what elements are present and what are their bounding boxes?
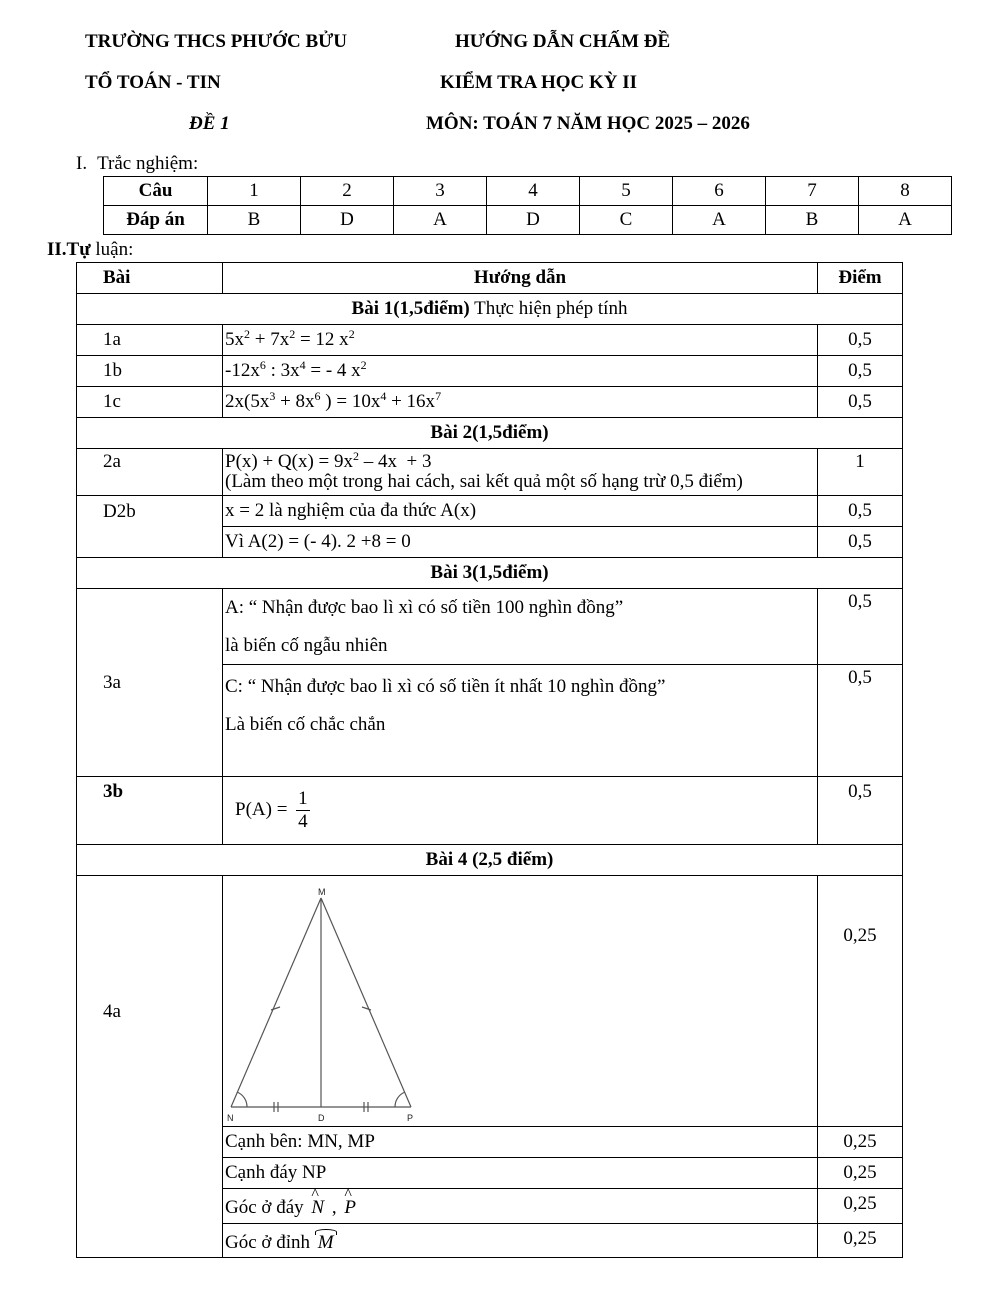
angle-n: ^ N bbox=[308, 1198, 327, 1218]
question-header: Câu bbox=[104, 177, 208, 206]
bai2-title: Bài 2(1,5điểm) bbox=[77, 418, 903, 449]
row-label: 2a bbox=[77, 449, 223, 496]
bai4-title: Bài 4 (2,5 điểm) bbox=[77, 845, 903, 876]
angle-arc-n bbox=[237, 1092, 247, 1107]
event-a: A: “ Nhận được bao lì xì có số tiền 100 nghìn đồng” bbox=[225, 597, 624, 618]
part2-title: luận: bbox=[90, 239, 134, 260]
points-cell: 0,5 bbox=[818, 356, 903, 387]
exam-code: ĐỀ 1 bbox=[189, 113, 230, 134]
row-label: D2b bbox=[77, 496, 223, 558]
part1-number: I. bbox=[76, 153, 88, 174]
solution-1b: $-12x^6$ : $3x^4$ = - 4 $x^2$ bbox=[223, 356, 818, 387]
question-number: 8 bbox=[859, 177, 952, 206]
col-guide-header: Hướng dẫn bbox=[223, 263, 818, 294]
event-a-type: là biến cố ngẫu nhiên bbox=[225, 635, 388, 656]
angle-separator: , bbox=[327, 1197, 342, 1218]
angle-p: ^ P bbox=[341, 1198, 359, 1218]
question-number: 2 bbox=[301, 177, 394, 206]
base-angles-prefix: Góc ở đáy bbox=[225, 1197, 309, 1218]
solution-2a-note: (Làm theo một trong hai cách, sai kết quả một số hạng trừ 0,5 điểm) bbox=[225, 471, 743, 492]
tick-mn bbox=[271, 1007, 280, 1010]
tick-mp bbox=[362, 1007, 371, 1010]
label-m: M bbox=[318, 887, 326, 897]
label-n: N bbox=[227, 1113, 234, 1123]
answer-header: Đáp án bbox=[104, 206, 208, 235]
grading-header-row bbox=[77, 263, 903, 294]
answer-cell: B bbox=[208, 206, 301, 235]
points-cell: 0,5 bbox=[818, 496, 903, 527]
base-angles-text bbox=[223, 1189, 818, 1224]
bai1-title-bold: Bài 1(1,5điểm) bbox=[351, 298, 470, 319]
question-number: 3 bbox=[394, 177, 487, 206]
side-mn bbox=[231, 898, 321, 1107]
lateral-sides-text: Cạnh bên: MN, MP bbox=[223, 1127, 818, 1158]
part1-heading bbox=[76, 153, 198, 175]
question-number: 4 bbox=[487, 177, 580, 206]
solution-1c: $2x(5x^3 + 8x^6$ ) = $10x^4 + 16x^7$ bbox=[223, 387, 818, 418]
bai1-title bbox=[77, 294, 903, 325]
probability-label: P(A) = bbox=[235, 798, 288, 820]
answer-cell: B bbox=[766, 206, 859, 235]
points-cell: 0,25 bbox=[818, 1189, 903, 1224]
row-label: 4a bbox=[77, 876, 223, 1258]
row-3a-1 bbox=[77, 589, 903, 665]
answer-key-table bbox=[103, 176, 952, 235]
part1-title: Trắc nghiệm: bbox=[97, 153, 199, 174]
solution-3a-part2 bbox=[223, 665, 818, 777]
col-points-header: Điểm bbox=[818, 263, 903, 294]
solution-2b-line2: Vì A(2) = (- 4). 2 +8 = 0 bbox=[223, 527, 818, 558]
points-cell: 0,25 bbox=[818, 1158, 903, 1189]
grading-table bbox=[76, 262, 903, 1258]
row-2b-1 bbox=[77, 496, 903, 527]
vertex-angle-text bbox=[223, 1224, 818, 1258]
answer-cell: A bbox=[673, 206, 766, 235]
part2-number: II.Tự bbox=[47, 239, 91, 260]
row-2a bbox=[77, 449, 903, 496]
solution-3a-part1 bbox=[223, 589, 818, 665]
event-c: C: “ Nhận được bao lì xì có số tiền ít nhất 10 nghìn đồng” bbox=[225, 676, 666, 697]
figure-cell bbox=[223, 876, 818, 1127]
col-bai-header: Bài bbox=[77, 263, 223, 294]
fraction bbox=[296, 788, 310, 833]
points-cell: 0,5 bbox=[818, 665, 903, 777]
answer-cell: D bbox=[487, 206, 580, 235]
answer-cell: A bbox=[394, 206, 487, 235]
department: TỔ TOÁN - TIN bbox=[85, 72, 221, 93]
row-label: 1b bbox=[77, 356, 223, 387]
row-1b bbox=[77, 356, 903, 387]
solution-2b-line1: x = 2 là nghiệm của đa thức A(x) bbox=[223, 496, 818, 527]
row-3b bbox=[77, 777, 903, 845]
isosceles-triangle-figure bbox=[223, 876, 818, 1126]
row-label: 1c bbox=[77, 387, 223, 418]
solution-2a-formula: $P(x) + Q(x) = 9x^2 - 4x + 3$ bbox=[225, 449, 432, 472]
vertex-angle-prefix: Góc ở đỉnh bbox=[225, 1232, 315, 1253]
exam-name: KIỂM TRA HỌC KỲ II bbox=[440, 72, 638, 93]
bai1-title-row bbox=[77, 294, 903, 325]
points-cell: 0,5 bbox=[818, 589, 903, 665]
points-cell: 0,5 bbox=[818, 325, 903, 356]
points-cell: 0,25 bbox=[818, 876, 903, 1127]
row-label: 3b bbox=[77, 777, 223, 845]
points-cell: 0,5 bbox=[818, 777, 903, 845]
bai3-title: Bài 3(1,5điểm) bbox=[77, 558, 903, 589]
base-text: Cạnh đáy NP bbox=[223, 1158, 818, 1189]
points-cell: 0,25 bbox=[818, 1224, 903, 1258]
row-1c bbox=[77, 387, 903, 418]
part2-heading bbox=[47, 239, 133, 261]
angle-m: M bbox=[315, 1233, 337, 1253]
question-number: 1 bbox=[208, 177, 301, 206]
bai2-title-row bbox=[77, 418, 903, 449]
subject-year: MÔN: TOÁN 7 NĂM HỌC 2025 – 2026 bbox=[426, 113, 750, 134]
row-4a-figure bbox=[77, 876, 903, 1127]
question-number: 7 bbox=[766, 177, 859, 206]
bai4-title-row bbox=[77, 845, 903, 876]
fraction-denominator: 4 bbox=[298, 811, 308, 832]
solution-2a bbox=[223, 449, 818, 496]
bai1-title-rest: Thực hiện phép tính bbox=[469, 298, 628, 319]
solution-3b bbox=[223, 777, 818, 845]
points-cell: 0,5 bbox=[818, 527, 903, 558]
points-cell: 1 bbox=[818, 449, 903, 496]
answer-row bbox=[104, 206, 952, 235]
row-1a bbox=[77, 325, 903, 356]
points-cell: 0,5 bbox=[818, 387, 903, 418]
label-p: P bbox=[407, 1113, 414, 1123]
angle-arc-p bbox=[395, 1092, 405, 1107]
school-name: TRƯỜNG THCS PHƯỚC BỬU bbox=[85, 31, 347, 52]
side-mp bbox=[321, 898, 411, 1107]
row-label: 1a bbox=[77, 325, 223, 356]
question-row bbox=[104, 177, 952, 206]
label-d: D bbox=[318, 1113, 325, 1123]
answer-cell: D bbox=[301, 206, 394, 235]
row-label: 3a bbox=[77, 589, 223, 777]
bai3-title-row bbox=[77, 558, 903, 589]
fraction-numerator: 1 bbox=[298, 788, 308, 809]
question-number: 6 bbox=[673, 177, 766, 206]
answer-cell: C bbox=[580, 206, 673, 235]
answer-cell: A bbox=[859, 206, 952, 235]
points-cell: 0,25 bbox=[818, 1127, 903, 1158]
doc-title: HƯỚNG DẪN CHẤM ĐỀ bbox=[455, 31, 671, 52]
question-number: 5 bbox=[580, 177, 673, 206]
event-c-type: Là biến cố chắc chắn bbox=[225, 714, 386, 735]
solution-1a: $5x^2 + 7x^2 = 12$ $x^2$ bbox=[223, 325, 818, 356]
